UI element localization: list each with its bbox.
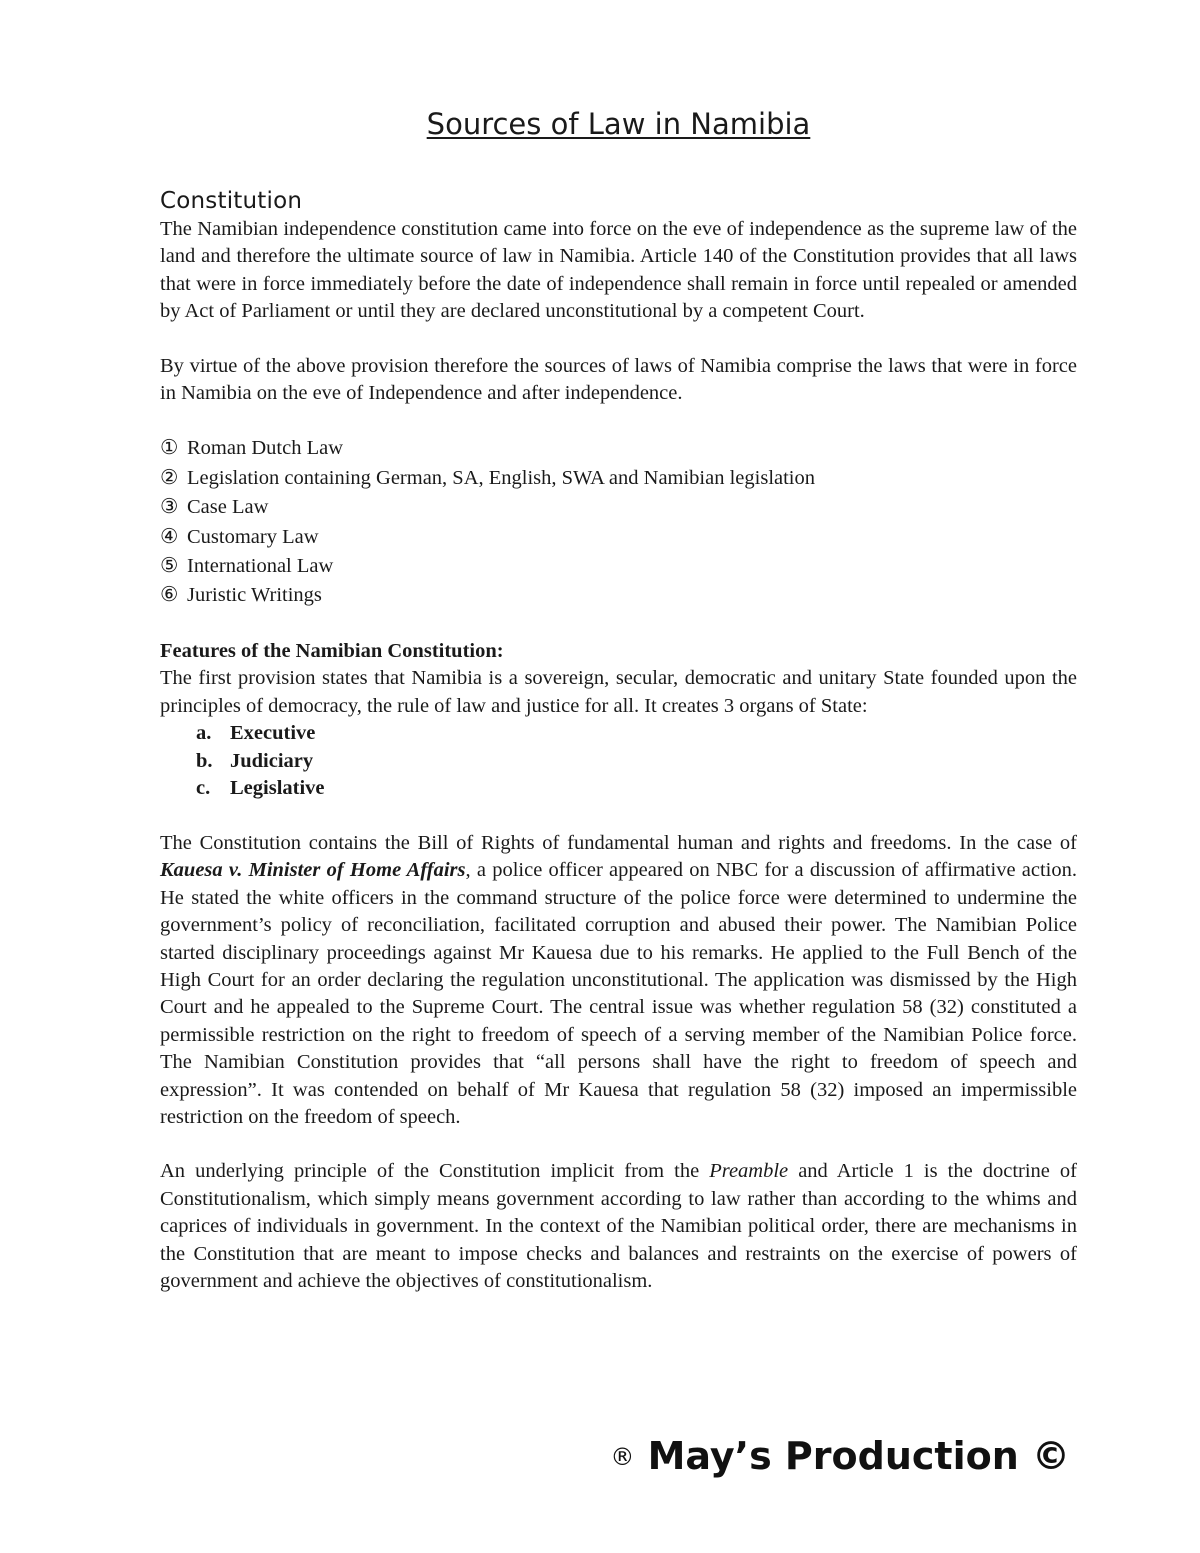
- paragraph-text: An underlying principle of the Constitution implicit from the: [160, 1160, 710, 1183]
- section-heading-constitution: Constitution: [160, 188, 303, 214]
- footer-credit: [610, 1434, 1070, 1478]
- list-item: [160, 464, 1077, 493]
- list-item-label: Executive: [230, 722, 316, 745]
- paragraph-text: and Article 1 is the doctrine of Constitutionalism, which simply means government according to law rather than according to the whims and caprices of individuals in government. In the context of the Namibian political order, there are mechanisms in the Constitution that are meant to impose checks and balances and restraints on the exercise of powers of government and achieve the objectives of constitutionalism.: [160, 1160, 1077, 1292]
- paragraph-text: , a police officer appeared on NBC for a discussion of affirmative action. He stated the white officers in the command structure of the police force were determined to undermine the government’s policy of reconciliation, facilitated corruption and abused their power. The Namibian Police started disciplinary proceedings against Mr Kauesa due to his remarks. He applied to the Full Bench of the High Court for an order declaring the regulation unconstitutional. The application was dismissed by the High Court and he appealed to the Supreme Court. The central issue was whether regulation 58 (32) constituted a permissible restriction on the right to freedom of speech of a serving member of the Namibian Police force. The Namibian Constitution provides that “all persons shall have the right to freedom of speech and expression”. It was contended on behalf of Mr Kauesa that regulation 58 (32) imposed an impermissible restriction on the freedom of speech.: [160, 859, 1077, 1128]
- list-item: [160, 523, 1077, 552]
- list-item-label: Legislation containing German, SA, English, SWA and Namibian legislation: [187, 466, 816, 489]
- paragraph-features: The first provision states that Namibia is a sovereign, secular, democratic and unitary State founded upon the principles of democracy, the rule of law and justice for all. It creates 3 organs of State:: [160, 667, 1077, 717]
- paragraph-bill-of-rights: [160, 830, 1077, 1131]
- list-item: [196, 720, 1077, 748]
- list-item-number: ②: [160, 466, 179, 489]
- list-item-label: Judiciary: [230, 749, 314, 772]
- list-item-label: Legislative: [230, 777, 325, 800]
- organs-list: [160, 720, 1077, 803]
- case-name: Kauesa v. Minister of Home Affairs: [160, 859, 466, 882]
- list-item-number: ④: [160, 525, 179, 548]
- list-item: [196, 748, 1077, 776]
- list-item-label: Roman Dutch Law: [187, 437, 343, 460]
- paragraph-text: The Constitution contains the Bill of Rights of fundamental human and rights and freedoms. In the case of: [160, 831, 1077, 854]
- footer-text: May’s Production ©: [647, 1434, 1070, 1478]
- list-item-letter: a.: [196, 722, 212, 745]
- document-title: Sources of Law in Namibia: [426, 107, 811, 141]
- features-heading: Features of the Namibian Constitution:: [160, 639, 504, 662]
- list-item-label: Customary Law: [187, 525, 319, 548]
- preamble-term: Preamble: [709, 1160, 789, 1183]
- list-item-number: ⑥: [160, 584, 179, 607]
- sources-list: [160, 434, 1077, 610]
- paragraph-constitution-intro: The Namibian independence constitution came into force on the eve of independence as the supreme law of the land and therefore the ultimate source of law in Namibia. Article 140 of the Constitution provides that all laws that were in force immediately before the date of independence shall remain in force until repealed or amended by Act of Parliament or until they are declared unconstitutional by a competent Court.: [160, 218, 1077, 323]
- registered-mark: ®: [610, 1443, 635, 1471]
- list-item-label: Juristic Writings: [187, 584, 322, 607]
- list-item: [160, 581, 1077, 610]
- list-item-label: International Law: [187, 555, 334, 578]
- list-item-number: ⑤: [160, 555, 179, 578]
- list-item-number: ①: [160, 437, 179, 460]
- list-item-letter: b.: [196, 749, 213, 772]
- list-item: [196, 775, 1077, 803]
- list-item: [160, 434, 1077, 463]
- list-item-letter: c.: [196, 777, 211, 800]
- document-body: [160, 104, 1077, 1295]
- list-item: [160, 552, 1077, 581]
- paragraph-sources-intro: By virtue of the above provision therefore the sources of laws of Namibia comprise the laws that were in force in Namibia on the eve of Independence and after independence.: [160, 354, 1077, 405]
- list-item-label: Case Law: [187, 496, 269, 519]
- list-item-number: ③: [160, 496, 179, 519]
- list-item: [160, 493, 1077, 522]
- paragraph-constitutionalism: [160, 1158, 1077, 1295]
